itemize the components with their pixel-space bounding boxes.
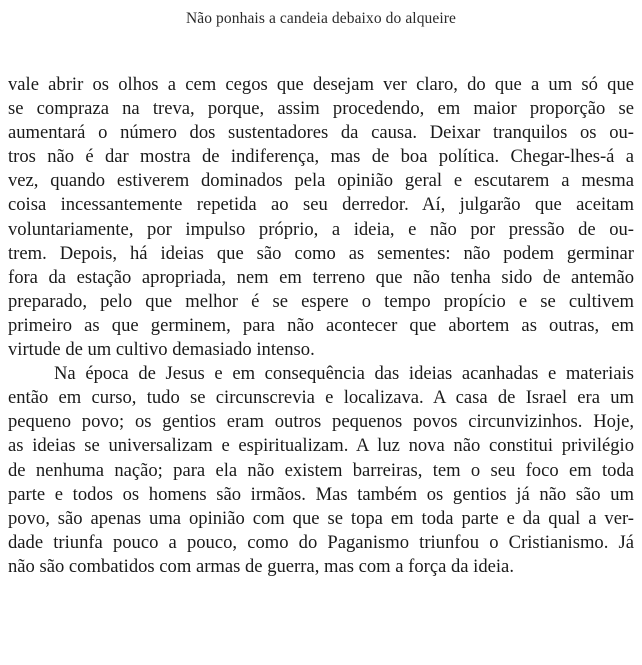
- text-line: preparado, pelo que melhor é se espere o tempo propício e se cultivem: [8, 290, 634, 312]
- text-line: tros não é dar mostra de indiferença, mas de boa política. Chegar-lhes-á a: [8, 146, 634, 168]
- running-header: Não ponhais a candeia debaixo do alqueire: [185, 10, 457, 27]
- text-line: aumentará o número dos sustentadores da causa. Deixar tranquilos os ou-: [8, 122, 634, 144]
- text-line: então em curso, tudo se circunscrevia e localizava. A casa de Israel era um: [8, 387, 634, 409]
- text-line: pequeno povo; os gentios eram outros pequenos povos circunvizinhos. Hoje,: [8, 411, 634, 433]
- text-line: vez, quando estiverem dominados pela opinião geral e escutarem a mesma: [8, 170, 634, 192]
- text-line: fora da estação apropriada, nem em terreno que não tenha sido de antemão: [8, 266, 634, 288]
- text-line: Na época de Jesus e em consequência das ideias acanhadas e materiais: [54, 363, 634, 385]
- text-line: virtude de um cultivo demasiado intenso.: [8, 339, 315, 361]
- text-line: se compraza na treva, porque, assim procedendo, em maior proporção se: [8, 98, 634, 120]
- text-line: primeiro as que germinem, para não acontecer que abortem as outras, em: [8, 314, 634, 336]
- text-line: povo, são apenas uma opinião com que se topa em toda parte e da qual a ver-: [8, 507, 634, 529]
- text-line: voluntariamente, por impulso próprio, a ideia, e não por pressão de ou-: [8, 218, 634, 240]
- text-line: trem. Depois, há ideias que são como as sementes: não podem germinar: [8, 242, 634, 264]
- text-line: de nenhuma nação; para ela não existem barreiras, tem o seu foco em toda: [8, 459, 634, 481]
- text-line: dade triunfa pouco a pouco, como do Paganismo triunfou o Cristianismo. Já: [8, 531, 634, 553]
- paragraph-1: [8, 73, 634, 362]
- text-line: coisa incessantemente repetida ao seu derredor. Aí, julgarão que aceitam: [8, 194, 634, 216]
- text-line: não são combatidos com armas de guerra, mas com a força da ideia.: [8, 555, 514, 577]
- paragraph-2: [8, 362, 634, 579]
- text-line: parte e todos os homens são irmãos. Mas também os gentios já não são um: [8, 483, 634, 505]
- text-line: vale abrir os olhos a cem cegos que desejam ver claro, do que a um só que: [8, 74, 634, 95]
- text-line: as ideias se universalizam e espiritualizam. A luz nova não constitui privilégio: [8, 435, 634, 457]
- body-text: [8, 73, 634, 579]
